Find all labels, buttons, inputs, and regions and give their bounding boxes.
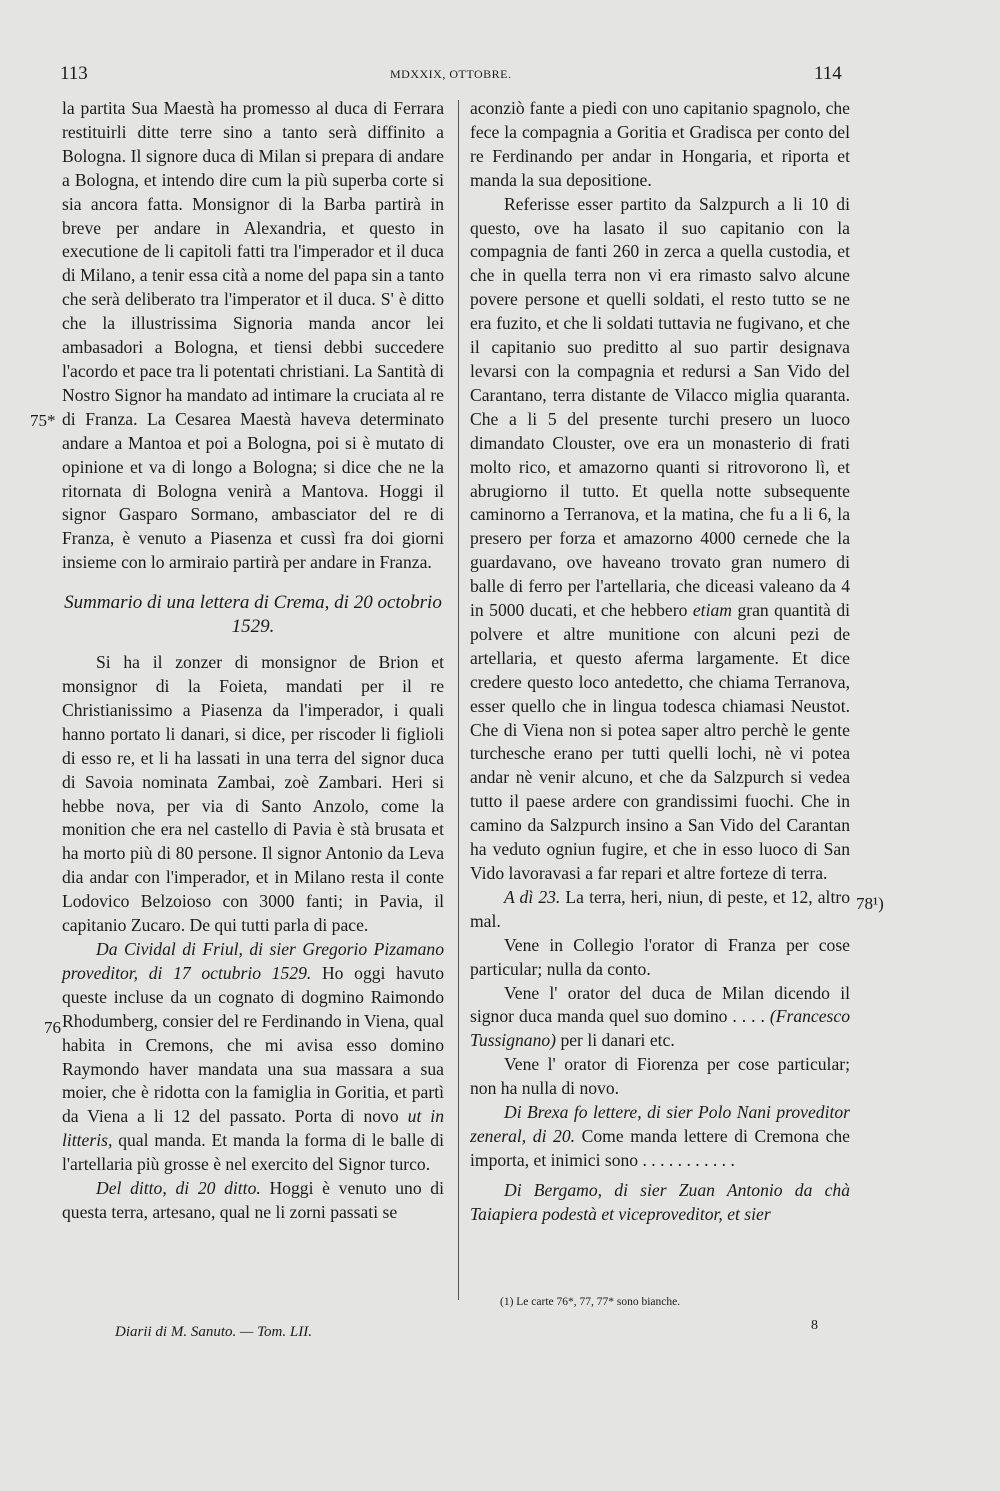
column-divider bbox=[458, 100, 459, 1300]
right-page-number: 114 bbox=[814, 63, 842, 84]
paragraph bbox=[62, 938, 444, 1177]
margin-note-78: 78¹) bbox=[856, 894, 884, 913]
paragraph: Vene in Collegio l'orator di Franza per cose particular; nulla da conto. bbox=[470, 934, 850, 979]
entry-text: Vene l' orator del duca de Milan dicendo il signor duca manda quel suo domino . . . . bbox=[470, 982, 850, 1027]
entry-italic: (Francesco Tussignano) bbox=[470, 1006, 850, 1051]
running-head: MDXXIX, OTTOBRE. bbox=[390, 67, 512, 81]
paragraph: Vene l' orator di Fiorenza per cose particular; non ha nulla di novo. bbox=[470, 1054, 850, 1099]
footer-title: Diarii di M. Sanuto. — Tom. LII. bbox=[115, 1324, 312, 1340]
entry-text: Come manda lettere di Cremona che importa, et inimici sono . . . . . . . . . . . bbox=[470, 1125, 850, 1170]
entry-italic: ut in litteris, bbox=[62, 1106, 444, 1151]
entry-lead: Del ditto, di 20 ditto. bbox=[96, 1178, 261, 1199]
section-heading: Summario di una lettera di Crema, di 20 octobrio 1529. bbox=[64, 592, 442, 638]
entry-italic: etiam bbox=[692, 600, 732, 621]
entry-text: qual manda. Et manda la forma di le balle di l'artellaria più grosse è nel exercito del Signor turco. bbox=[62, 1130, 444, 1175]
signature-mark: 8 bbox=[811, 1318, 818, 1333]
margin-note-76: 76 bbox=[44, 1018, 61, 1037]
paragraph bbox=[470, 193, 850, 886]
entry-text: La terra, heri, niun, di peste, et 12, altro mal. bbox=[470, 886, 850, 931]
paragraph: Si ha il zonzer di monsignor de Brion et monsignor di la Foieta, mandati per il re Christianissimo a Piasenza da l'imperador, i quali hanno portato li danari, si dice, per riscoder li figlioli di esso re, et li ha lassati in una terra del signor duca di Savoia nominata Zambai, zoè Zambari. Heri si hebbe nova, per via di Santo Anzolo, come la monition che era nel castello di Pavia è stà brusata et ha morto più di 80 persone. Il signor Antonio da Leva dia andar con l'imperador, et in Milano resta il conte Lodovico Belzoioso con 3000 fanti; in Pavia, il capitanio Zucaro. De qui tutti parla di pace. bbox=[62, 652, 444, 936]
footnote: (1) Le carte 76*, 77, 77* sono bianche. bbox=[500, 1296, 681, 1308]
entry-lead: Di Brexa fo lettere, di sier Polo Nani proveditor zeneral, di 20. bbox=[470, 1102, 850, 1146]
paragraph bbox=[62, 1177, 444, 1225]
entry-lead: A dì 23. bbox=[504, 886, 561, 907]
margin-note-75: 75* bbox=[30, 411, 56, 430]
entry-text: Referisse esser partito da Salzpurch a li 10 di questo, ove ha lasato il suo capitanio con la compagnia de fanti 260 in zerca a quella custodia, et che in quella terra non vi era rimasto salvo alcune povere persone et quelli soldati, el resto tutto se ne era fuzito, et che li soldati tuttavia ne fugivano, et che il capitanio suo preditto al suo partir designava levarsi con la compagnia et redursi a San Vido del Carantano, terra distante de Vilacco miglia quaranta. Che a li 5 del presente turchi presero un luoco dimandato Clouster, ove era un monasterio di frati molto rico, et amazorno quanti si ritrovorono lì, et abrugiorno il tutto. Et quella notte subsequente caminorno a Terranova, et la matina, che fu a li 6, la presero per forza et amazorno 4000 cernede che la guardavano, ove haveano trovato gran numero di balle di ferro per l'artellaria, che diceasi valeano da 4 in 5000 ducati, et che hebbero bbox=[470, 193, 850, 621]
right-column bbox=[470, 97, 850, 1227]
left-column bbox=[62, 97, 444, 1225]
entry-text: gran quantità di polvere et altre munitione con alcuni pezi de artellaria, et questo aferma largamente. Et dice credere questo loco antedetto, che chiama Terranova, esser quello che in lingua todesca chiamasi Neustot. Che di Viena non si potea saper altro perchè le gente turchesche erano per tutti quelli lochi, nè vi potea andar nè venir alcuno, et che da Salzpurch si vedea tutto il paese ardere con grandissimi fuochi. Che in camino da Salzpurch insino a San Vido del Carantan ha veduto ogniun fugire, et che in esso luoco di San Vido lavoravasi a far repari et altre forteze di terra. bbox=[470, 600, 851, 883]
entry-text: per li danari etc. bbox=[560, 1030, 675, 1051]
entry-lead: Da Cividal di Friul, di sier Gregorio Pizamano proveditor, di 17 octubrio 1529. bbox=[62, 939, 444, 983]
paragraph bbox=[470, 1101, 850, 1173]
left-page-number: 113 bbox=[60, 63, 88, 84]
paragraph: la partita Sua Maestà ha promesso al duca di Ferrara restituirli ditte terre sino a tanto serà diffinito a Bologna. Il signore duca di Milan si prepara di andare a Bologna, et intendo dire cum la più superba corte si sia ancora fatta. Monsignor di la Barba partirà in breve per andare in Alexandria, et questo in executione de li capitoli fatti tra l'imperador et il duca di Milano, a tenir essa cità a nome del papa sin a tanto che serà deliberato tra l'imperator et il duca. S' è ditto che la illustrissima Signoria manda ancor lei ambasadori a Bologna, et tiensi debbi succedere l'acordo et pace tra li potentati christiani. La Santità di Nostro Signor ha mandato ad intimare la cruciata al re di Franza. La Cesarea Maestà haveva determinato andare a Mantoa et poi a Bologna, poi si è mutato di opinione et va di longo a Bologna; si dice che ne la ritornata di Bologna venirà a Mantova. Hoggi il signor Gasparo Sormano, ambasciator del re di Franza, è venuto a Piasenza et cussì fra doi giorni insieme con lo armiraio partirà per andare in Franza. bbox=[62, 98, 444, 573]
paragraph: Di Bergamo, di sier Zuan Antonio da chà Taiapiera podestà et viceproveditor, et sier bbox=[470, 1179, 850, 1224]
paragraph bbox=[470, 886, 850, 934]
entry-text: Ho oggi havuto queste incluse da un cognato di dogmino Raimondo Rhodumberg, consier del re Ferdinando in Viena, qual habita in Cremons, che mi avisa esso domino Raymondo haver mandata una sua massara a sua moier, che è ridotta con la famiglia in Goritia, et partì da Viena a li 12 del passato. Porta di novo bbox=[62, 962, 444, 1127]
paragraph bbox=[470, 982, 850, 1054]
entry-text: Hoggi è venuto uno di questa terra, artesano, qual ne li zorni passati se bbox=[62, 1178, 444, 1222]
paragraph: aconziò fante a piedi con uno capitanio spagnolo, che fece la compagnia a Goritia et Gradisca per conto del re Ferdinando per andar in Hongaria, et riporta et manda la sua depositione. bbox=[470, 98, 850, 190]
